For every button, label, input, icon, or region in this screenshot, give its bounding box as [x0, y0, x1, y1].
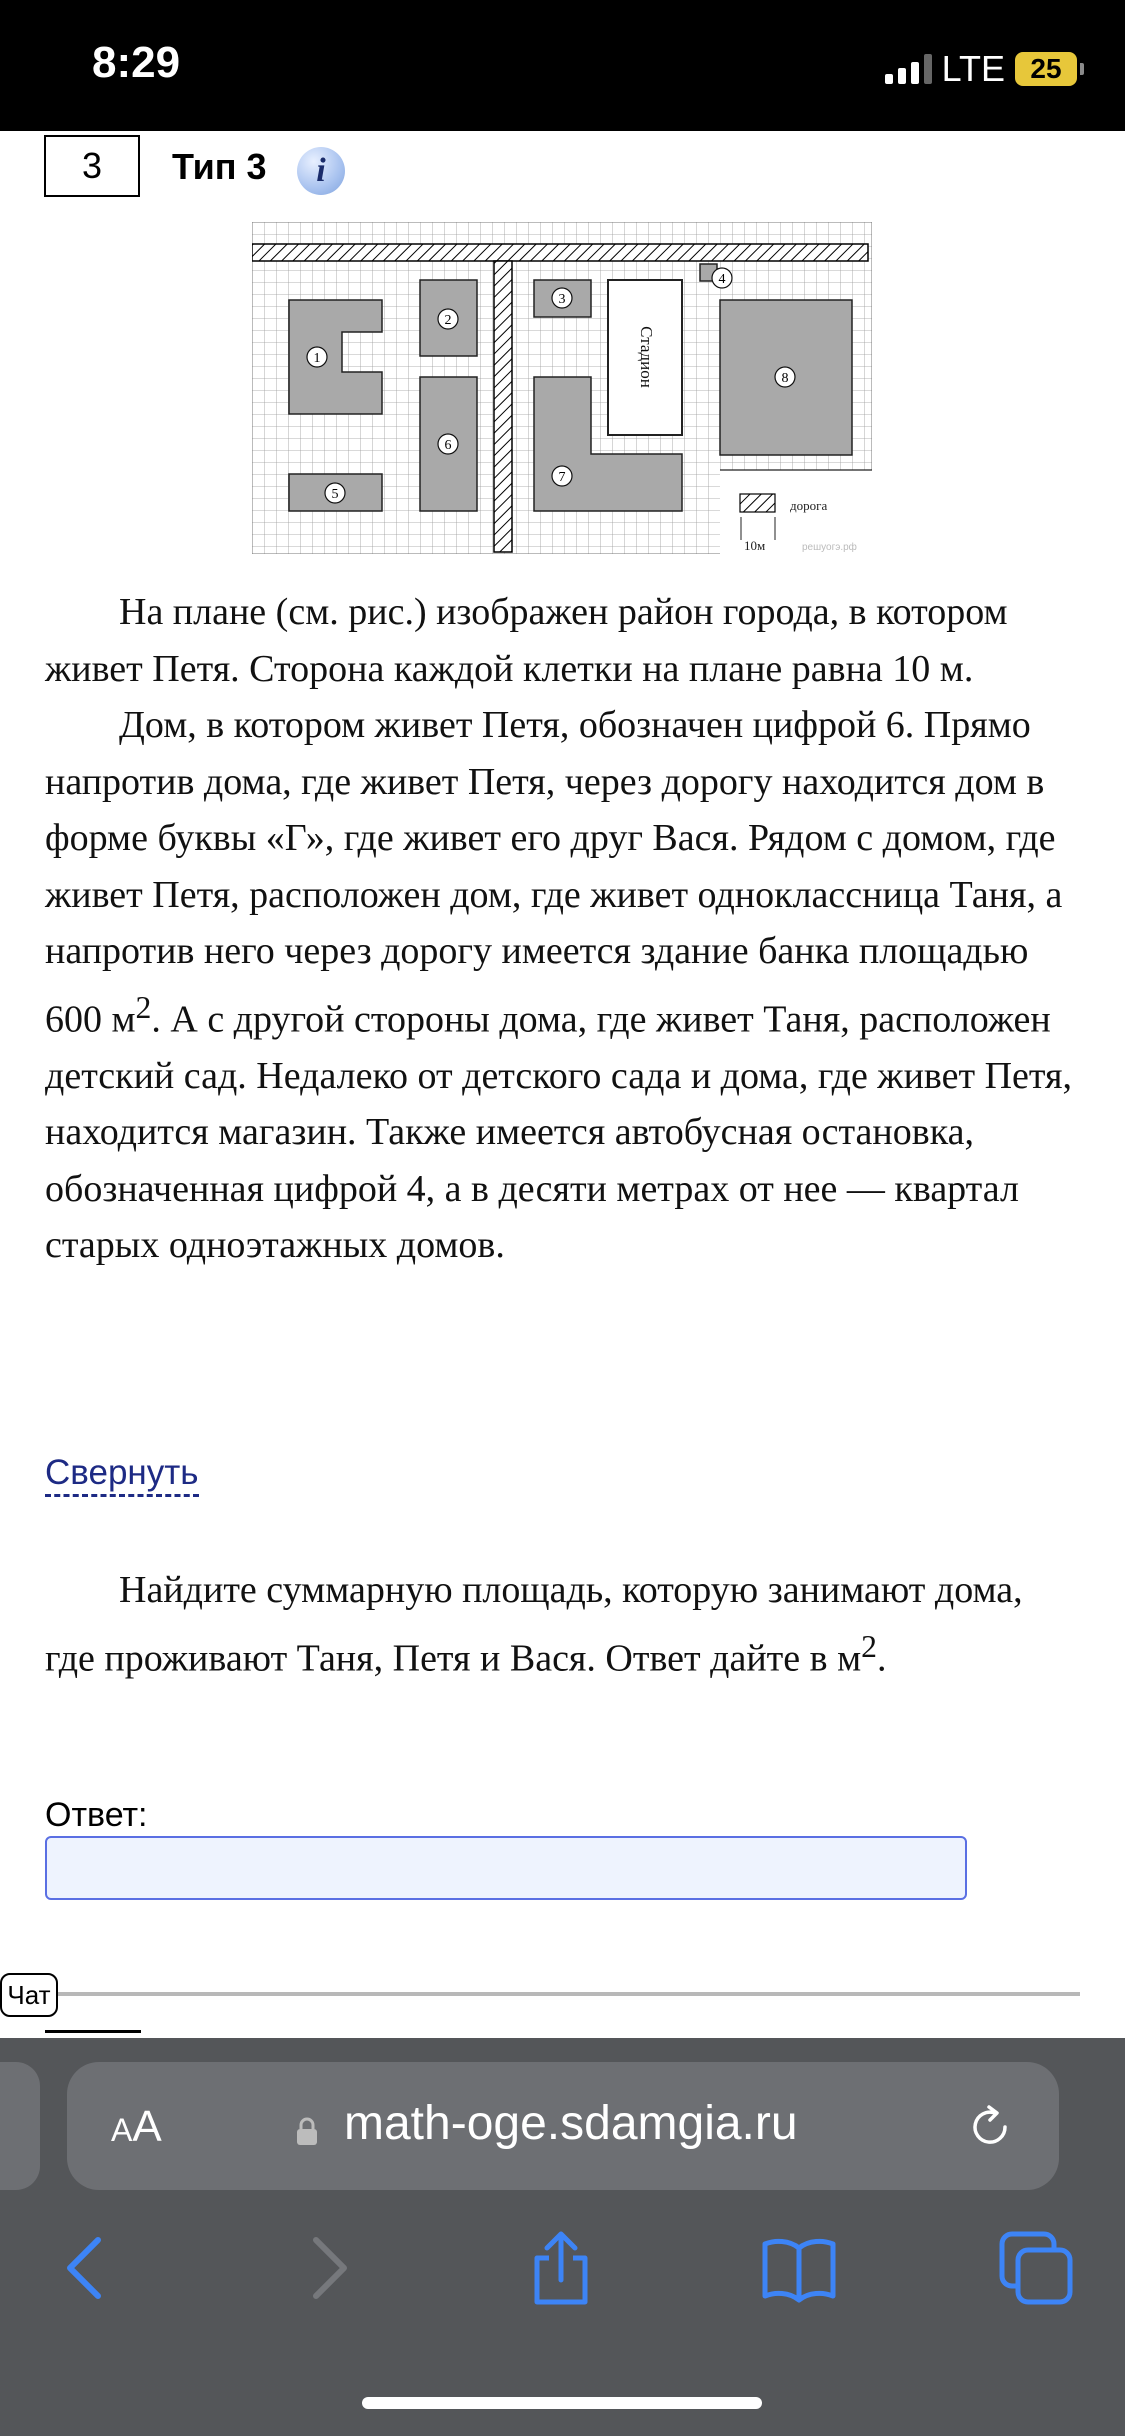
- road-vertical: [494, 261, 512, 552]
- legend-scale: 10м: [744, 538, 766, 553]
- battery-level: 25: [1030, 53, 1062, 84]
- label-5: [325, 483, 345, 503]
- task-question: Найдите суммарную площадь, которую занимают дома, где проживают Таня, Петя и Вася. Ответ дайте в $м^2$.: [45, 1569, 1023, 1680]
- svg-text:4: 4: [718, 272, 726, 287]
- battery-icon: [1015, 52, 1077, 86]
- label-6: [438, 434, 458, 454]
- svg-text:1: 1: [313, 351, 321, 366]
- road-top: [252, 244, 868, 261]
- home-indicator: [362, 2397, 762, 2409]
- task-condition: [45, 584, 1080, 1274]
- address-bar[interactable]: [67, 2062, 1059, 2190]
- watermark: решуогэ.рф: [802, 542, 857, 553]
- chat-button[interactable]: Чат: [0, 1973, 58, 2017]
- status-bar: [0, 0, 1125, 131]
- district-map: [252, 222, 872, 554]
- browser-bottom-bar: [0, 2038, 1125, 2436]
- bookmarks-icon[interactable]: [759, 2228, 839, 2308]
- label-8: [775, 367, 795, 387]
- info-glyph: i: [316, 152, 326, 189]
- answer-label: Ответ:: [45, 1796, 148, 1834]
- svg-text:8: 8: [781, 371, 789, 386]
- svg-text:7: 7: [558, 470, 566, 485]
- tabs-icon[interactable]: [996, 2228, 1076, 2308]
- task-number: 3: [44, 135, 140, 197]
- legend-road-label: дорога: [790, 498, 828, 513]
- status-time: 8:29: [92, 38, 181, 87]
- network-type: LTE: [941, 48, 1005, 89]
- condition-paragraph-1: На плане (см. рис.) изображен район города, в котором живет Петя. Сторона каждой клетки на плане равна 10 м.: [45, 591, 1008, 690]
- answer-input[interactable]: [45, 1836, 967, 1900]
- svg-text:3: 3: [558, 292, 566, 307]
- label-1: [307, 347, 327, 367]
- status-indicators: [885, 48, 1077, 90]
- svg-text:5: 5: [331, 487, 339, 502]
- svg-text:6: 6: [444, 438, 452, 453]
- svg-text:2: 2: [444, 313, 452, 328]
- condition-paragraph-2: Дом, в котором живет Петя, обозначен цифрой 6. Прямо напротив дома, где живет Петя, через дорогу находится дом в форме буквы «Г», где живет его друг Вася. Рядом с домом, где живет Петя, расположен дом, где живет одноклассница Таня, а напротив него через дорогу имеется здание банка площадью 600 $м^2$. А с другой стороны дома, где живет Таня, расположен детский сад. Недалеко от детского сада и дома, где живет Петя, находится магазин. Также имеется автобусная остановка, обозначенная цифрой 4, а в десяти метрах от нее — квартал старых одноэтажных домов.: [45, 704, 1072, 1267]
- info-icon[interactable]: [297, 147, 345, 195]
- legend-road-swatch: [740, 494, 775, 512]
- share-icon[interactable]: [521, 2228, 601, 2308]
- task-type: Тип 3: [172, 146, 267, 187]
- back-icon[interactable]: [46, 2228, 126, 2308]
- previous-tab[interactable]: [0, 2062, 40, 2190]
- label-4: [712, 268, 732, 288]
- section-divider: [55, 1992, 1080, 1996]
- forward-icon[interactable]: [288, 2228, 368, 2308]
- reload-icon[interactable]: [965, 2102, 1015, 2152]
- signal-icon: [885, 54, 932, 84]
- stadium-label: Стадион: [637, 326, 657, 388]
- label-2: [438, 309, 458, 329]
- label-3: [552, 288, 572, 308]
- label-7: [552, 466, 572, 486]
- lock-icon: [295, 2116, 319, 2146]
- reader-settings-button[interactable]: AA: [111, 2102, 162, 2151]
- url-text: math-oge.sdamgia.ru: [344, 2097, 798, 2150]
- collapse-link[interactable]: Свернуть: [45, 1452, 199, 1497]
